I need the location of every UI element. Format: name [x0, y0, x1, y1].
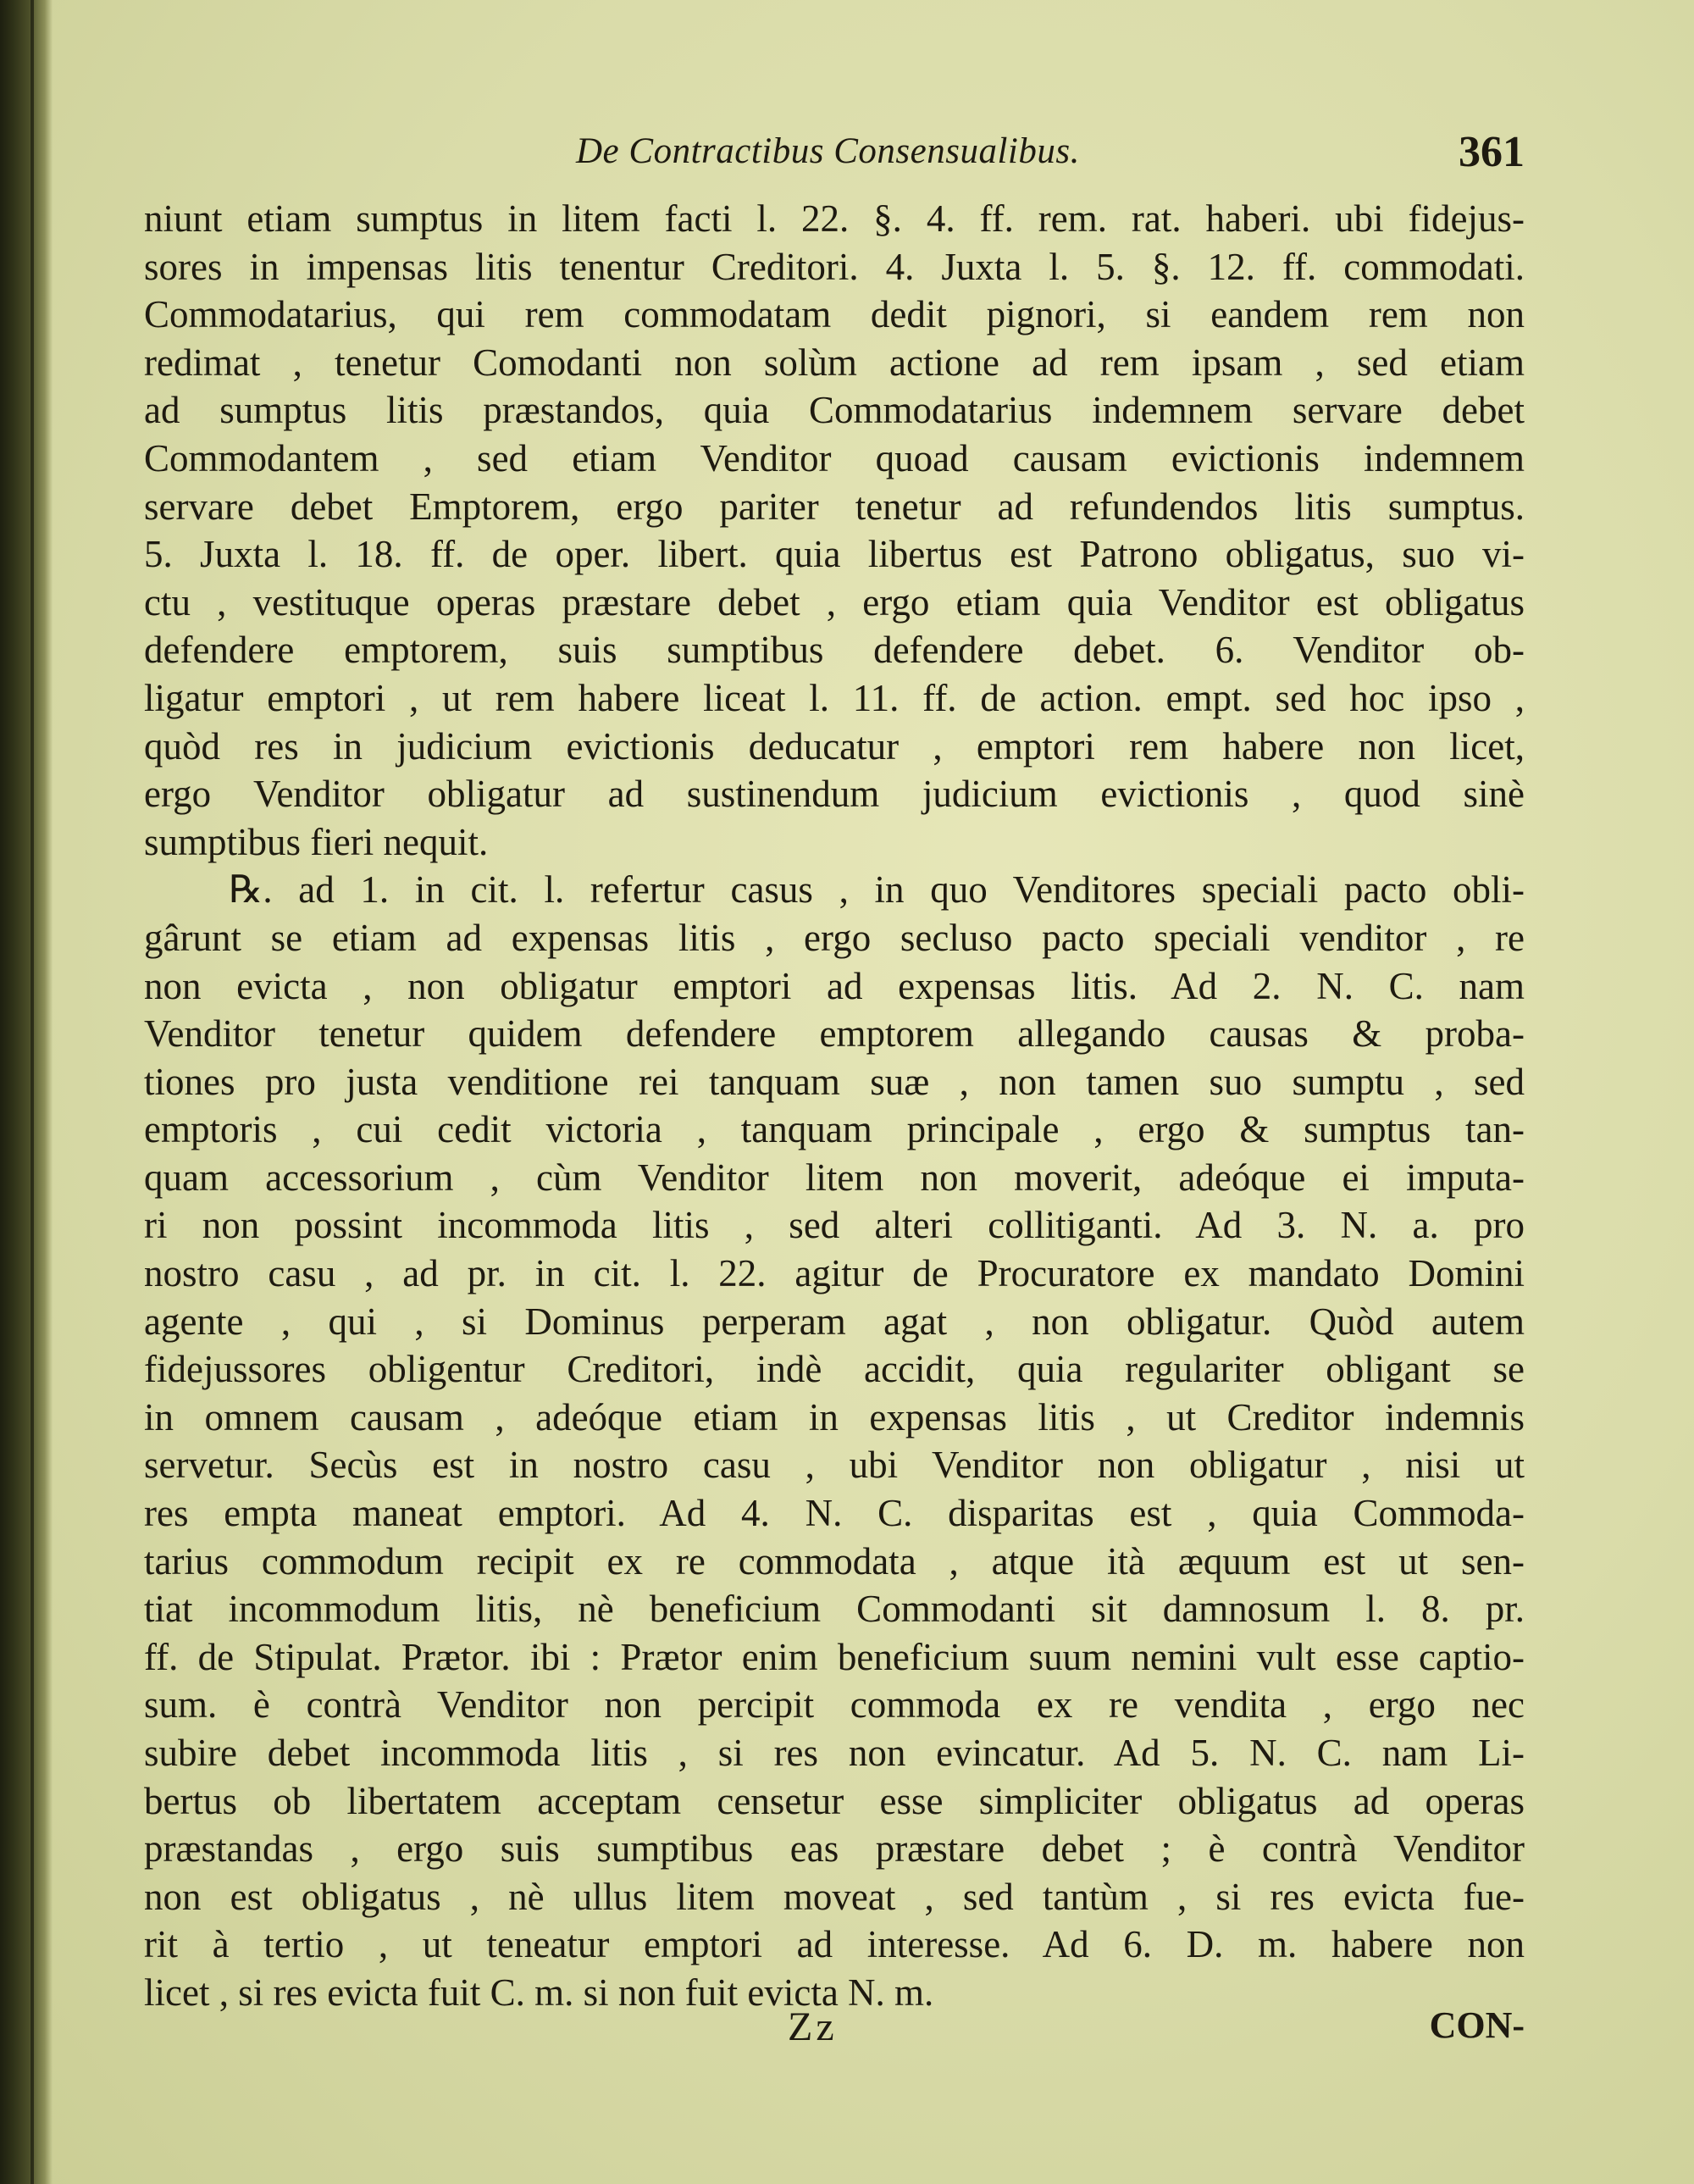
text-line: subire debet incommoda litis , si res non evincatur. Ad 5. N. C. nam Li-	[144, 1732, 1525, 1774]
signature-mark: Zz	[788, 2004, 838, 2049]
text-line: bertus ob libertatem acceptam censetur esse simpliciter obligatus ad operas	[144, 1779, 1525, 1822]
text-line: tarius commodum recipit ex re commodata , atque ità æquum est ut sen-	[144, 1539, 1525, 1583]
text-line: ff. de Stipulat. Prætor. ibi : Prætor enim beneficium suum nemini vult esse captio-	[144, 1635, 1525, 1678]
text-line: redimat , tenetur Comodanti non solùm actione ad rem ipsam , sed etiam	[144, 341, 1525, 384]
text-line: licet , si res evicta fuit C. m. si non fuit evicta N. m.	[144, 1971, 934, 2014]
text-line: emptoris , cui cedit victoria , tanquam principale , ergo & sumptus tan-	[144, 1108, 1525, 1151]
running-title: De Contractibus Consensualibus.	[576, 131, 1080, 171]
text-line: 5. Juxta l. 18. ff. de oper. libert. quia libertus est Patrono obligatus, suo vi-	[144, 533, 1525, 576]
running-head	[144, 127, 1525, 186]
text-line: non est obligatus , nè ullus litem moveat , sed tantùm , si res evicta fue-	[144, 1875, 1525, 1918]
text-line: tiones pro justa venditione rei tanquam suæ , non tamen suo sumptu , sed	[144, 1060, 1525, 1103]
text-line: servetur. Secùs est in nostro casu , ubi Venditor non obligatur , nisi ut	[144, 1444, 1525, 1487]
text-line: sores in impensas litis tenentur Creditori. 4. Juxta l. 5. §. 12. ff. commodati.	[144, 245, 1525, 288]
text-line: sum. è contrà Venditor non percipit commoda ex re vendita , ergo nec	[144, 1683, 1525, 1727]
text-line: agente , qui , si Dominus perperam agat , non obligatur. Quòd autem	[144, 1300, 1525, 1343]
text-line: præstandas , ergo suis sumptibus eas præstare debet ; è contrà Venditor	[144, 1827, 1525, 1871]
text-line: ri non possint incommoda litis , sed alteri collitiganti. Ad 3. N. a. pro	[144, 1204, 1525, 1247]
text-line: quam accessorium , cùm Venditor litem non moverit, adeóque ei imputa-	[144, 1156, 1525, 1199]
text-line-paragraph-start: ℞. ad 1. in cit. l. refertur casus , in quo Venditores speciali pacto obli-	[229, 868, 1525, 912]
text-line: ctu , vestituque operas præstare debet , ergo etiam quia Venditor est obligatus	[144, 580, 1525, 624]
page-footer	[144, 2004, 1525, 2063]
text-line: ad sumptus litis præstandos, quia Commodatarius indemnem servare debet	[144, 389, 1525, 432]
book-binding-edge	[0, 0, 53, 2184]
catchword: CON-	[1429, 2004, 1525, 2046]
body-text	[144, 195, 1525, 2017]
text-line: gârunt se etiam ad expensas litis , ergo secluso pacto speciali venditor , re	[144, 916, 1525, 959]
text-line: non evicta , non obligatur emptori ad expensas litis. Ad 2. N. C. nam	[144, 964, 1525, 1007]
text-line: Venditor tenetur quidem defendere emptorem allegando causas & proba-	[144, 1012, 1525, 1056]
text-line: sumptibus fieri nequit.	[144, 820, 489, 863]
text-line: res empta maneat emptori. Ad 4. N. C. disparitas est , quia Commoda-	[144, 1492, 1525, 1535]
text-line: ligatur emptori , ut rem habere liceat l. 11. ff. de action. empt. sed hoc ipso ,	[144, 676, 1525, 719]
text-line: tiat incommodum litis, nè beneficium Commodanti sit damnosum l. 8. pr.	[144, 1588, 1525, 1631]
text-line: defendere emptorem, suis sumptibus defendere debet. 6. Venditor ob-	[144, 629, 1525, 672]
text-line: ergo Venditor obligatur ad sustinendum judicium evictionis , quod sinè	[144, 773, 1525, 816]
text-line: fidejussores obligentur Creditori, indè accidit, quia regulariter obligant se	[144, 1348, 1525, 1391]
text-line: quòd res in judicium evictionis deducatur , emptori rem habere non licet,	[144, 724, 1525, 768]
text-line: Commodantem , sed etiam Venditor quoad causam evictionis indemnem	[144, 436, 1525, 479]
text-line: niunt etiam sumptus in litem facti l. 22. §. 4. ff. rem. rat. haberi. ubi fidejus-	[144, 197, 1525, 240]
page-number: 361	[1459, 128, 1525, 176]
text-line: rit à tertio , ut teneatur emptori ad interesse. Ad 6. D. m. habere non	[144, 1923, 1525, 1966]
text-line: Commodatarius, qui rem commodatam dedit pignori, si eandem rem non	[144, 293, 1525, 336]
text-line: nostro casu , ad pr. in cit. l. 22. agitur de Procuratore ex mandato Domini	[144, 1252, 1525, 1295]
binding-crease	[30, 0, 34, 2184]
text-line: in omnem causam , adeóque etiam in expensas litis , ut Creditor indemnis	[144, 1395, 1525, 1438]
text-line: servare debet Emptorem, ergo pariter tenetur ad refundendos litis sumptus.	[144, 485, 1525, 528]
